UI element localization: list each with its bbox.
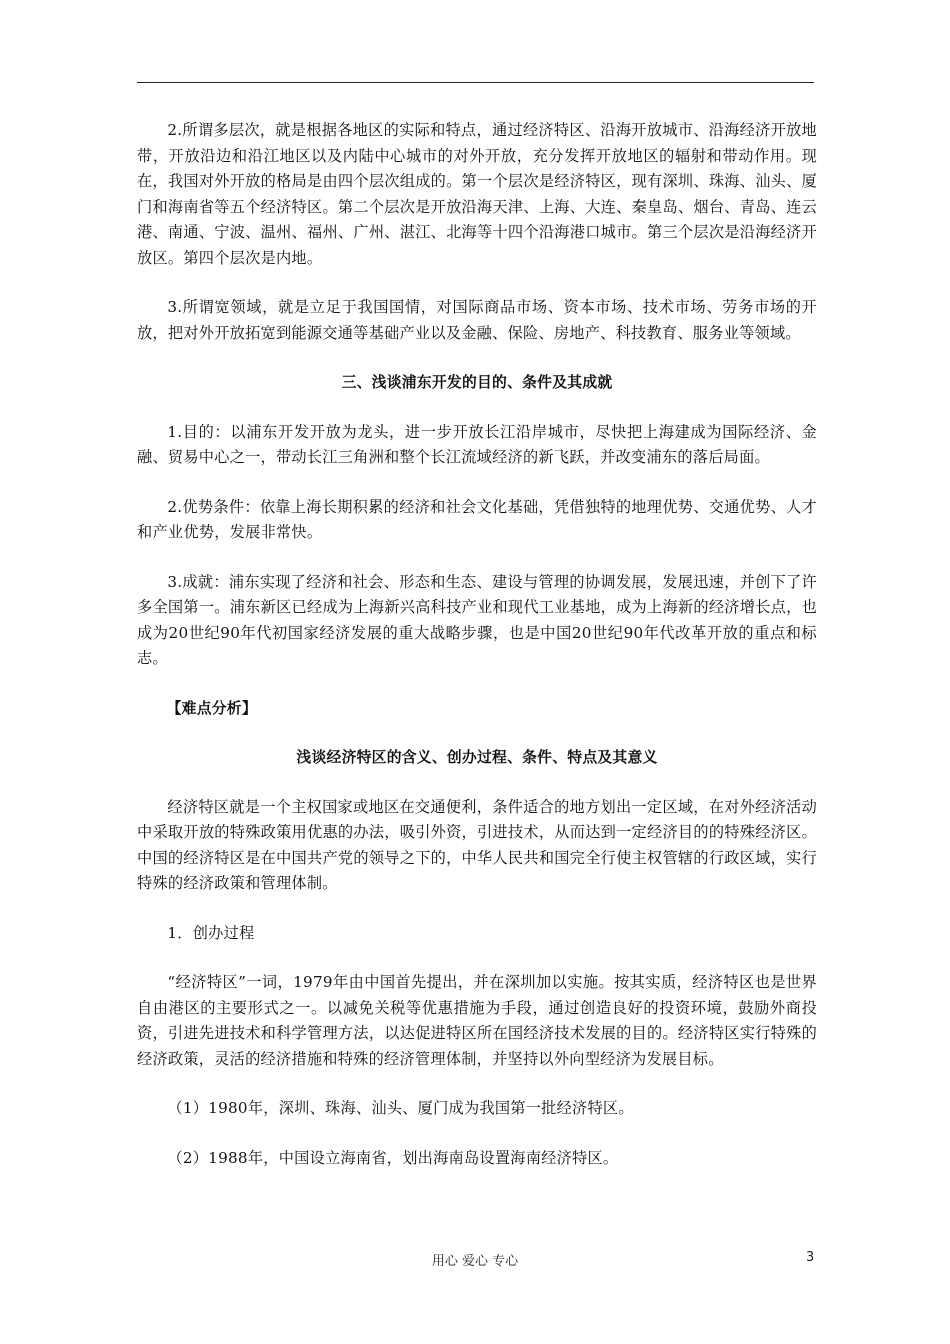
para-founding-process-title: 1．创办过程 [167, 923, 255, 942]
para-wide-field: 3.所谓宽领域，就是立足于我国国情，对国际商品市场、资本市场、技术市场、劳务市场的开放，把对外开放拓宽到能源交通等基础产业以及金融、保险、房地产、科技教育、服务业等领域。 [137, 298, 817, 342]
para-pudong-conditions: 2.优势条件：依靠上海长期积累的经济和社会文化基础，凭借独特的地理优势、交通优势、人才和产业优势，发展非常快。 [137, 497, 817, 541]
page-number: 3 [806, 1250, 815, 1265]
para-pudong-purpose: 1.目的：以浦东开发开放为龙头，进一步开放长江沿岸城市，尽快把上海建成为国际经济、金融、贸易中心之一，带动长江三角洲和整个长江流域经济的新飞跃，并改变浦东的落后局面。 [137, 422, 817, 466]
section-heading-sez: 浅谈经济特区的含义、创办过程、条件、特点及其意义 [296, 749, 658, 766]
header-rule [137, 82, 814, 83]
para-sez-origin: “经济特区”一词，1979年由中国首先提出，并在深圳加以实施。按其实质，经济特区也是世界自由港区的主要形式之一。以减免关税等优惠措施为手段，通过创造良好的投资环境，鼓励外商投资，引进先进技术和科学管理方法，以达促进特区所在国经济技术发展的目的。经济特区实行特殊的经济政策，灵活的经济措施和特殊的经济管理体制，并坚持以外向型经济为发展目标。 [137, 973, 817, 1068]
para-multi-level: 2.所谓多层次，就是根据各地区的实际和特点，通过经济特区、沿海开放城市、沿海经济开放地带，开放沿边和沿江地区以及内陆中心城市的对外开放，充分发挥开放地区的辐射和带动作用。现在，我国对外开放的格局是由四个层次组成的。第一个层次是经济特区，现有深圳、珠海、汕头、厦门和海南省等五个经济特区。第二个层次是开放沿海天津、上海、大连、秦皇岛、烟台、青岛、连云港、南通、宁波、温州、福州、广州、湛江、北海等十四个沿海港口城市。第三个层次是沿海经济开放区。第四个层次是内地。 [137, 121, 817, 267]
para-1988: （2）1988年，中国设立海南省，划出海南岛设置海南经济特区。 [167, 1148, 619, 1167]
document-body [137, 118, 817, 1195]
section-heading-pudong: 三、浅谈浦东开发的目的、条件及其成就 [341, 374, 613, 391]
para-pudong-achievements: 3.成就：浦东实现了经济和社会、形态和生态、建设与管理的协调发展，发展迅速，并创下了许多全国第一。浦东新区已经成为上海新兴高科技产业和现代工业基地，成为上海新的经济增长点，也成为20世纪90年代初国家经济发展的重大战略步骤，也是中国20世纪90年代改革开放的重点和标志。 [137, 572, 817, 667]
footer-slogan: 用心 爱心 专心 [431, 1254, 519, 1269]
para-sez-definition: 经济特区就是一个主权国家或地区在交通便利，条件适合的地方划出一定区域，在对外经济活动中采取开放的特殊政策用优惠的办法，吸引外资，引进技术，从而达到一定经济目的的特殊经济区。中国的经济特区是在中国共产党的领导之下的，中华人民共和国完全行使主权管辖的行政区域，实行特殊的经济政策和管理体制。 [137, 797, 817, 892]
difficulty-analysis-tag: 【难点分析】 [166, 699, 257, 717]
para-1980: （1）1980年，深圳、珠海、汕头、厦门成为我国第一批经济特区。 [167, 1099, 634, 1117]
